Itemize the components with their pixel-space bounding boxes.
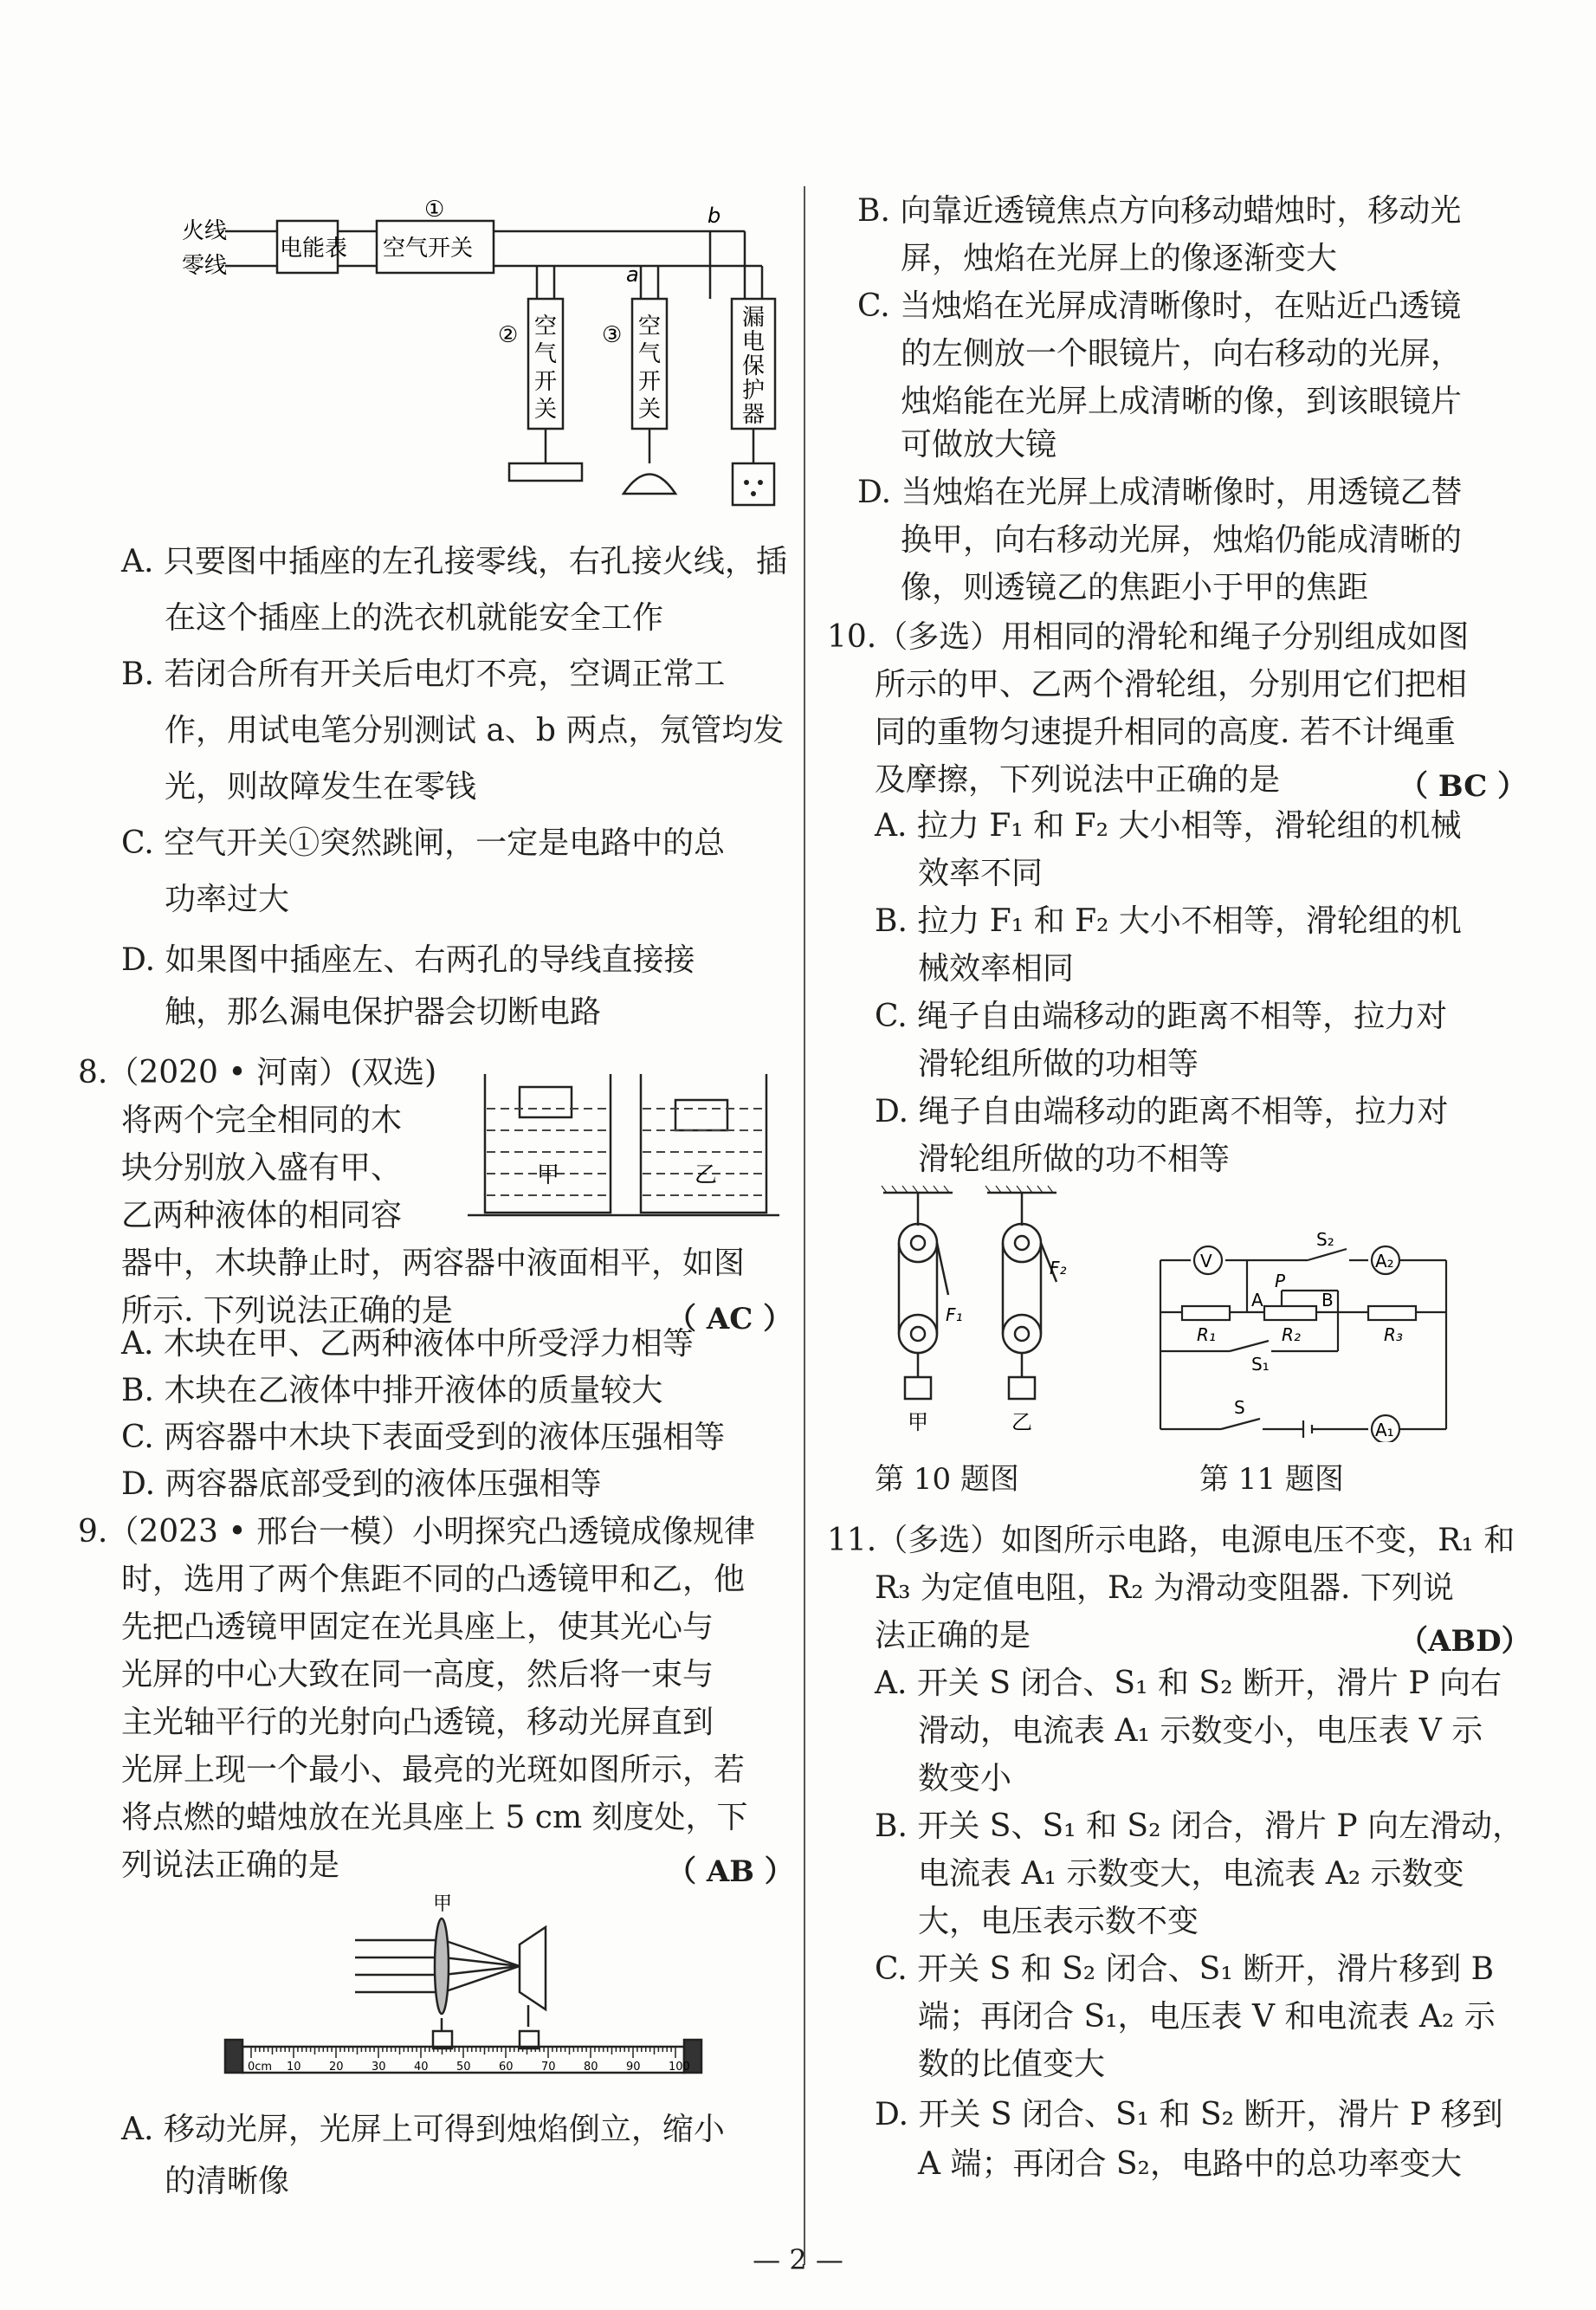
q7-option-d-line2: 触，那么漏电保护器会切断电路 [165,994,602,1030]
q11-option-b-line3: 大，电压表示数不变 [918,1904,1199,1939]
q11-option-d-line2: A 端；再闭合 S₂，电路中的总功率变大 [918,2146,1462,2182]
q8-line4: 乙两种液体的相同容 [121,1198,403,1233]
q7-option-a-line2: 在这个插座上的洗衣机就能安全工作 [165,600,664,636]
mark-3: ③ [602,322,623,348]
r2-label: R₂ [1282,1324,1301,1345]
q9-option-a-line2: 的清晰像 [165,2164,290,2199]
q11-option-a-line3: 数变小 [918,1761,1012,1796]
q8-line6: 所示. 下列说法正确的是 [121,1293,453,1329]
q8-containers-figure [468,1061,779,1234]
leakage-protector-vertical: 漏电保护器 [742,305,766,428]
q9-line5: 主光轴平行的光射向凸透镜，移动光屏直到 [121,1705,714,1740]
q11-option-b-line2: 电流表 A₁ 示数变大，电流表 A₂ 示数变 [918,1856,1464,1892]
ruler-label: 70 [541,2061,556,2074]
q7-option-d-line1: D. 如果图中插座左、右两孔的导线直接接 [121,942,695,978]
q11-circuit-figure [1152,1230,1464,1442]
switch-s1-label: S₁ [1251,1354,1270,1375]
q11-line1: 11.（多选）如图所示电路，电源电压不变，R₁ 和 [827,1523,1515,1558]
q8-option-b: B. 木块在乙液体中排开液体的质量较大 [121,1373,663,1408]
q11-option-b-line1: B. 开关 S、S₁ 和 S₂ 闭合，滑片 P 向左滑动， [875,1809,1524,1844]
q9-option-c-line3: 烛焰能在光屏上成清晰的像，到该眼镜片 [901,384,1463,419]
live-wire-label: 火线 [182,218,228,244]
q11-answer: （ABD） [1399,1624,1531,1659]
r3-label: R₃ [1384,1324,1403,1345]
q10-option-c-line2: 滑轮组所做的功相等 [918,1046,1199,1082]
q10-option-d-line2: 滑轮组所做的功不相等 [918,1142,1231,1177]
q8-line2: 将两个完全相同的木 [121,1103,403,1138]
q11-option-c-line2: 端；再闭合 S₁，电压表 V 和电流表 A₂ 示 [918,1999,1496,2035]
resistor-r3 [1368,1306,1416,1320]
switch-s2-label: S₂ [1316,1230,1334,1250]
q10-option-d-line1: D. 绳子自由端移动的距离不相等，拉力对 [875,1094,1449,1129]
q10-option-a-line1: A. 拉力 F₁ 和 F₂ 大小相等，滑轮组的机械 [875,808,1462,844]
q9-option-c-line2: 的左侧放一个眼镜片，向右移动的光屏， [901,336,1463,372]
q10-line3: 同的重物匀速提升相同的高度. 若不计绳重 [875,715,1456,750]
q9-line1: 9.（2023 • 邢台一模）小明探究凸透镜成像规律 [78,1514,756,1550]
q8-line3: 块分别放入盛有甲、 [121,1150,403,1186]
q10-line2: 所示的甲、乙两个滑轮组，分别用它们把相 [875,667,1468,702]
q9-line3: 先把凸透镜甲固定在光具座上，使其光心与 [121,1609,714,1645]
rheostat-r2 [1264,1306,1316,1320]
ruler-label: 90 [626,2061,641,2074]
q9-option-d-line1: D. 当烛焰在光屏上成清晰像时，用透镜乙替 [857,475,1463,510]
q11-option-d-line1: D. 开关 S 闭合、S₁ 和 S₂ 断开，滑片 P 移到 [875,2097,1503,2132]
container-jia-label: 甲 [537,1162,560,1188]
rheostat-end-b: B [1321,1290,1334,1310]
q9-line7: 将点燃的蜡烛放在光具座上 5 cm 刻度处，下 [121,1800,748,1835]
ruler-label: 20 [329,2061,344,2074]
pulley-jia-label: 甲 [908,1410,928,1434]
point-b: b [708,204,721,228]
q8-option-c: C. 两容器中木块下表面受到的液体压强相等 [121,1420,726,1455]
q9-option-d-line3: 像，则透镜乙的焦距小于甲的焦距 [901,570,1369,605]
force-f1-label: F₁ [946,1304,963,1325]
mark-1: ① [424,197,445,223]
main-switch-label: 空气开关 [383,236,474,262]
q7-option-c-line1: C. 空气开关①突然跳闸，一定是电路中的总 [121,825,726,861]
q9-line8: 列说法正确的是 [121,1847,340,1883]
q9-line6: 光屏上现一个最小、最亮的光斑如图所示，若 [121,1752,746,1788]
q9-option-b-line2: 屏，烛焰在光屏上的像逐渐变大 [901,241,1338,276]
q9-option-d-line2: 换甲，向右移动光屏，烛焰仍能成清晰的 [901,522,1463,558]
ruler-label: 0cm [248,2061,273,2074]
q8-option-a: A. 木块在甲、乙两种液体中所受浮力相等 [121,1326,694,1362]
lens-jia-label: 甲 [433,1893,453,1915]
ammeter-a2-label: A₂ [1375,1251,1394,1271]
rheostat-end-a: A [1251,1290,1263,1310]
point-a: a [626,262,639,287]
q8-line1: 8.（2020 • 河南）(双选) [78,1055,437,1090]
q11-figure-caption: 第 11 题图 [1199,1462,1344,1497]
slider-p-label: P [1275,1271,1286,1291]
ruler-label: 80 [584,2061,598,2074]
ruler-label: 30 [372,2061,386,2074]
q7-option-b-line1: B. 若闭合所有开关后电灯不亮，空调正常工 [121,657,726,692]
q11-option-a-line2: 滑动，电流表 A₁ 示数变小，电压表 V 示 [918,1713,1483,1749]
q7-option-c-line2: 功率过大 [165,882,290,917]
voltmeter-label: V [1200,1251,1212,1271]
q9-option-c-line1: C. 当烛焰在光屏成清晰像时，在贴近凸透镜 [857,288,1462,324]
ruler-label: 100 [669,2061,690,2074]
q9-option-b-line1: B. 向靠近透镜焦点方向移动蜡烛时，移动光 [857,193,1462,229]
q9-line4: 光屏的中心大致在同一高度，然后将一束与 [121,1657,714,1692]
q11-line3: 法正确的是 [875,1618,1031,1653]
ruler-label: 60 [499,2061,514,2074]
q11-option-c-line1: C. 开关 S 和 S₂ 闭合、S₁ 断开，滑片移到 B [875,1951,1495,1987]
q9-answer: （ AB ） [667,1854,794,1889]
page-number: — 2 — [753,2243,843,2276]
q8-line5: 器中，木块静止时，两容器中液面相平，如图 [121,1246,746,1281]
q9-option-a-line1: A. 移动光屏，光屏上可得到烛焰倒立，缩小 [121,2112,725,2147]
q10-option-b-line1: B. 拉力 F₁ 和 F₂ 大小不相等，滑轮组的机 [875,903,1462,939]
q7-option-a-line1: A. 只要图中插座的左孔接零线，右孔接火线，插 [121,544,787,579]
q10-line1: 10.（多选）用相同的滑轮和绳子分别组成如图 [827,619,1470,655]
pulley-yi-label: 乙 [1011,1410,1032,1434]
q11-line2: R₃ 为定值电阻，R₂ 为滑动变阻器. 下列说 [875,1570,1454,1606]
container-yi-label: 乙 [695,1162,718,1188]
q7-circuit-figure [156,195,849,524]
r1-label: R₁ [1197,1324,1216,1345]
q7-option-b-line2: 作，用试电笔分别测试 a、b 两点，氖管均发 [165,713,785,748]
q9-optical-bench-figure [216,1875,805,2074]
q10-pulley-figure [875,1182,1082,1442]
ruler-label: 40 [414,2061,429,2074]
q7-option-b-line3: 光，则故障发生在零钱 [165,769,477,805]
switch-3-vertical: 空气开关 [638,314,662,423]
q11-option-a-line1: A. 开关 S 闭合、S₁ 和 S₂ 断开，滑片 P 向右 [875,1666,1502,1701]
q8-option-d: D. 两容器底部受到的液体压强相等 [121,1466,602,1502]
switch-2-vertical: 空气开关 [534,314,558,423]
q10-answer: （ BC ） [1399,769,1528,804]
meter-label: 电能表 [280,236,348,262]
q11-option-c-line3: 数的比值变大 [918,2047,1106,2082]
mark-2: ② [498,322,519,348]
q9-line2: 时，选用了两个焦距不同的凸透镜甲和乙，他 [121,1562,746,1597]
resistor-r1 [1182,1306,1230,1320]
ammeter-a1-label: A₁ [1375,1420,1394,1440]
q10-line4: 及摩擦，下列说法中正确的是 [875,762,1281,798]
q10-option-c-line1: C. 绳子自由端移动的距离不相等，拉力对 [875,999,1448,1034]
neutral-wire-label: 零线 [182,253,228,279]
q10-option-a-line2: 效率不同 [918,856,1044,891]
switch-s-label: S [1234,1397,1245,1418]
q9-option-c-line4: 可做放大镜 [901,427,1057,463]
q8-answer: （ AC ） [667,1302,793,1336]
q10-figure-caption: 第 10 题图 [875,1462,1019,1497]
q10-option-b-line2: 械效率相同 [918,951,1075,987]
ruler-label: 50 [456,2061,471,2074]
force-f2-label: F₂ [1050,1258,1067,1278]
ruler-label: 10 [287,2061,301,2074]
